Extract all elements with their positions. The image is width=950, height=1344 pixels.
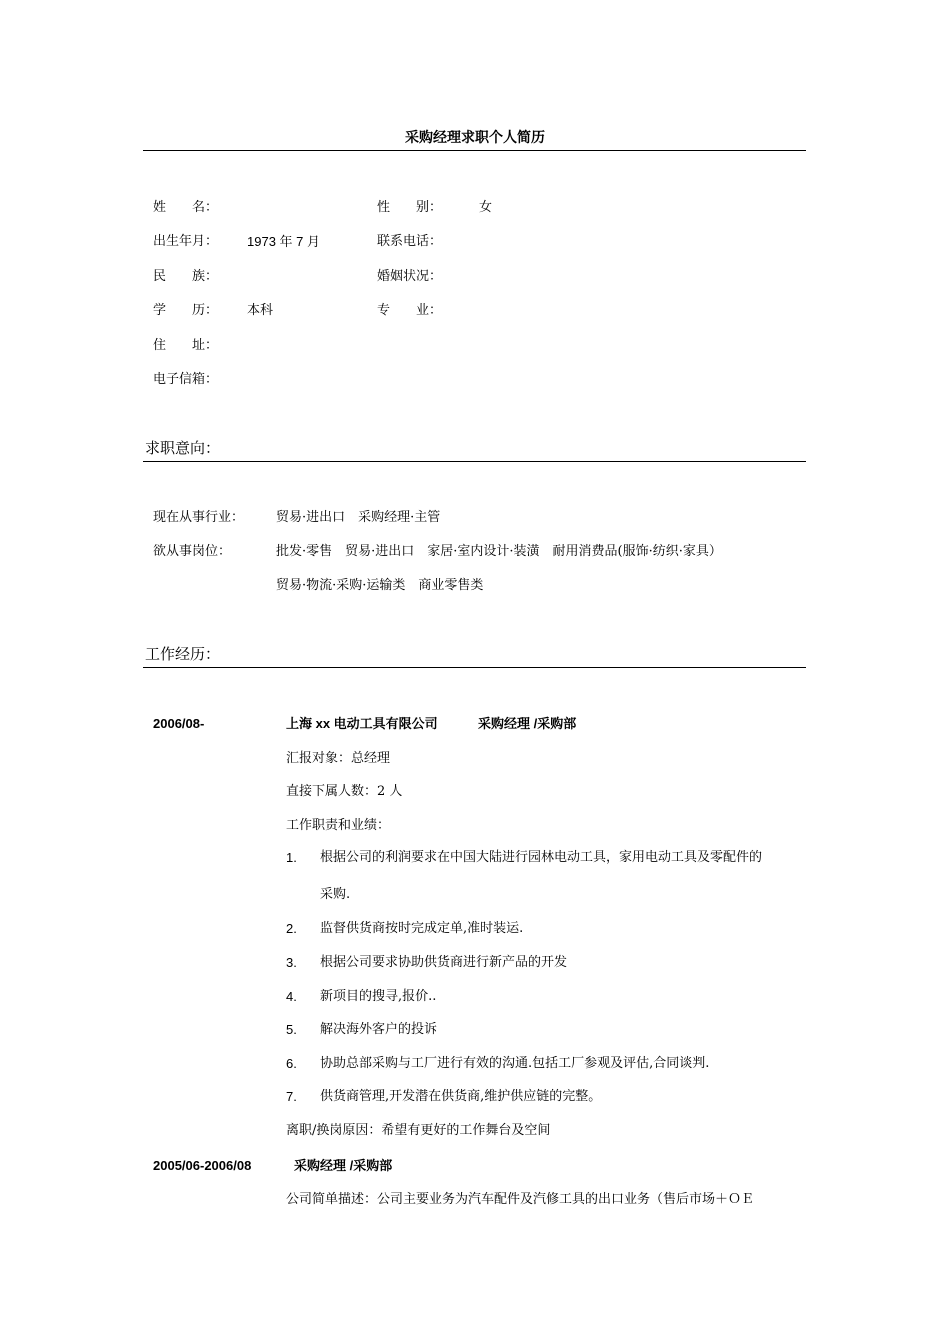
duty-number: 7. — [286, 1089, 297, 1104]
desired-position-label: 欲从事岗位： — [153, 544, 232, 559]
job2-period: 2005/06-2006/08 — [153, 1158, 252, 1173]
birth-value: 1973 年 7 月 — [247, 234, 320, 249]
job1-subordinates: 直接下属人数：2 人 — [286, 784, 403, 799]
intent-rule — [143, 461, 806, 462]
duty-number: 3. — [286, 955, 297, 970]
job1-report-to: 汇报对象：总经理 — [286, 751, 391, 766]
education-label: 学 历： — [153, 303, 219, 318]
job1-duties-label: 工作职责和业绩： — [286, 818, 391, 833]
duty-text: 新项目的搜寻,报价.. — [320, 989, 437, 1004]
job1-role: 采购经理 /采购部 — [478, 716, 577, 731]
name-label: 姓 名： — [153, 200, 219, 215]
job2-role: 采购经理 /采购部 — [294, 1158, 393, 1173]
duty-number: 6. — [286, 1056, 297, 1071]
birth-label: 出生年月： — [153, 234, 219, 249]
duty-number: 2. — [286, 921, 297, 936]
marital-label: 婚姻状况： — [377, 269, 443, 284]
job1-company: 上海 xx 电动工具有限公司 — [286, 716, 438, 731]
address-label: 住 址： — [153, 338, 219, 353]
work-rule — [143, 667, 806, 668]
duty-text: 解决海外客户的投诉 — [320, 1022, 438, 1037]
duty-text: 根据公司要求协助供货商进行新产品的开发 — [320, 955, 568, 970]
duty-text: 根据公司的利润要求在中国大陆进行园林电动工具，家用电动工具及零配件的 — [320, 850, 763, 865]
duty-text: 供货商管理,开发潜在供货商,维护供应链的完整。 — [320, 1089, 602, 1104]
job1-period: 2006/08- — [153, 716, 205, 731]
phone-label: 联系电话： — [377, 234, 443, 249]
duty-number: 5. — [286, 1022, 297, 1037]
duty-text: 监督供货商按时完成定单,准时装运. — [320, 921, 524, 936]
email-label: 电子信箱： — [153, 372, 219, 387]
title-rule — [143, 150, 806, 151]
current-industry-label: 现在从事行业： — [153, 510, 245, 525]
intent-heading: 求职意向： — [145, 439, 221, 457]
gender-label: 性 别： — [377, 200, 443, 215]
work-heading: 工作经历： — [145, 645, 221, 663]
duty-number: 4. — [286, 989, 297, 1004]
job1-leave-reason: 离职/换岗原因：希望有更好的工作舞台及空间 — [286, 1123, 551, 1138]
ethnic-label: 民 族： — [153, 269, 219, 284]
gender-value: 女 — [479, 200, 493, 215]
duty-text-continued: 采购. — [320, 887, 351, 902]
job2-company-description: 公司简单描述：公司主要业务为汽车配件及汽修工具的出口业务（售后市场＋ＯＥ — [286, 1192, 755, 1207]
current-industry-value: 贸易·进出口 采购经理·主管 — [276, 510, 441, 525]
education-value: 本科 — [247, 303, 274, 318]
major-label: 专 业： — [377, 303, 443, 318]
desired-position-line2: 贸易·物流·采购·运输类 商业零售类 — [276, 578, 484, 593]
document-title: 采购经理求职个人简历 — [405, 130, 545, 146]
duty-text: 协助总部采购与工厂进行有效的沟通.包括工厂参观及评估,合同谈判. — [320, 1056, 710, 1071]
duty-number: 1. — [286, 850, 297, 865]
desired-position-line1: 批发·零售 贸易·进出口 家居·室内设计·装潢 耐用消费品(服饰·纺织·家具） — [276, 544, 722, 559]
